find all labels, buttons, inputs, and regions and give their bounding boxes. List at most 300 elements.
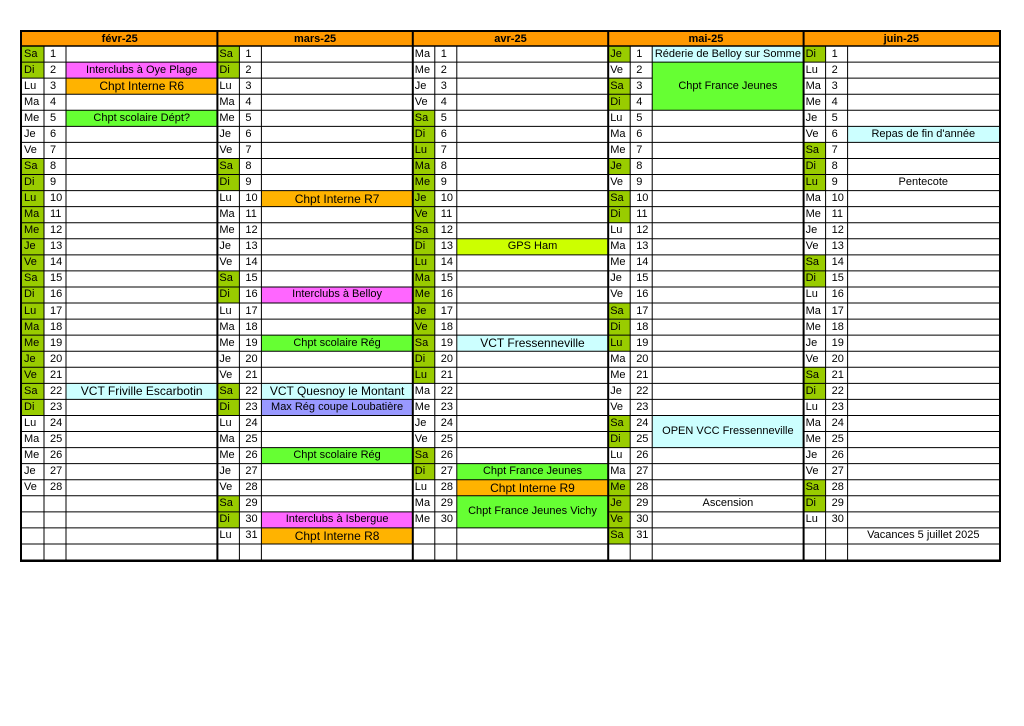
day-of-week: Ve (414, 320, 428, 333)
day-number: 22 (50, 384, 63, 397)
day-of-week: Ve (610, 513, 624, 526)
day-of-week: Ma (24, 95, 40, 108)
day-number: 8 (50, 159, 57, 172)
day-number: 18 (245, 320, 258, 333)
day-number: 6 (636, 127, 643, 140)
month-header: avr-25 (494, 32, 527, 45)
day-of-week: Je (219, 240, 232, 253)
day-of-week: Sa (219, 47, 233, 60)
day-of-week: Sa (414, 336, 429, 349)
event-label: OPEN VCC Fressenneville (662, 425, 794, 437)
day-of-week: Lu (610, 111, 623, 124)
day-number: 26 (440, 449, 454, 462)
event-label: Max Rég coupe Loubatière (271, 400, 404, 413)
day-number: 16 (245, 288, 258, 301)
day-number: 20 (636, 352, 649, 365)
day-of-week: Ve (219, 368, 233, 381)
day-number: 22 (440, 384, 454, 397)
day-number: 7 (831, 143, 838, 156)
day-number: 8 (245, 159, 252, 172)
day-number: 13 (50, 240, 63, 253)
day-of-week: Ma (414, 47, 431, 60)
day-number: 26 (245, 449, 258, 462)
day-number: 19 (440, 336, 454, 349)
event-label: Chpt Interne R9 (490, 480, 575, 495)
day-of-week: Sa (219, 272, 233, 285)
day-of-week: Di (24, 400, 35, 413)
day-number: 30 (245, 513, 258, 526)
month-header: mai-25 (688, 32, 724, 45)
day-number: 15 (440, 272, 454, 285)
day-of-week: Me (24, 111, 40, 124)
event-label: Chpt scolaire Rég (293, 449, 381, 462)
day-number: 22 (831, 384, 844, 397)
day-number: 4 (440, 95, 447, 108)
day-of-week: Di (805, 272, 816, 285)
day-of-week: Lu (805, 176, 818, 189)
day-of-week: Lu (24, 416, 37, 429)
day-number: 12 (50, 224, 63, 237)
day-number: 13 (440, 240, 454, 253)
day-of-week: Ma (610, 465, 626, 478)
day-of-week: Ve (24, 481, 37, 494)
day-number: 21 (50, 368, 63, 381)
day-of-week: Me (610, 256, 626, 269)
day-of-week: Me (805, 95, 821, 108)
day-of-week: Je (805, 336, 818, 349)
event-label: VCT Quesnoy le Montant (269, 384, 405, 399)
event-label: Vacances 5 juillet 2025 (867, 529, 980, 542)
day-number: 3 (831, 79, 838, 92)
day-of-week: Ma (219, 433, 235, 446)
day-number: 21 (245, 368, 258, 381)
day-of-week: Di (610, 433, 621, 446)
day-number: 25 (440, 433, 454, 446)
day-number: 11 (50, 208, 62, 221)
day-of-week: Je (610, 159, 622, 172)
day-of-week: Lu (414, 368, 428, 381)
day-of-week: Ma (24, 208, 40, 221)
day-of-week: Ma (24, 320, 40, 333)
day-of-week: Sa (219, 159, 233, 172)
day-number: 14 (50, 256, 63, 269)
day-of-week: Di (219, 176, 230, 189)
day-number: 1 (831, 47, 838, 60)
day-of-week: Lu (24, 304, 37, 317)
day-number: 2 (831, 63, 838, 76)
day-of-week: Me (219, 111, 235, 124)
day-of-week: Ve (414, 95, 428, 108)
day-number: 12 (636, 224, 649, 237)
day-of-week: Sa (219, 384, 233, 397)
day-number: 16 (636, 288, 649, 301)
day-number: 25 (50, 433, 63, 446)
event-label: VCT Fressenneville (480, 336, 585, 351)
day-number: 11 (245, 208, 257, 221)
month-header: juin-25 (883, 32, 920, 45)
day-number: 9 (831, 176, 838, 189)
day-number: 28 (831, 481, 844, 494)
day-of-week: Ma (219, 320, 235, 333)
day-number: 21 (440, 368, 454, 381)
day-of-week: Ve (610, 288, 624, 301)
day-of-week: Ve (219, 143, 233, 156)
day-of-week: Ma (414, 497, 431, 510)
day-of-week: Lu (219, 304, 232, 317)
event-label: Chpt scolaire Rég (293, 336, 381, 349)
event-label: VCT Friville Escarbotin (80, 384, 203, 399)
event-label: Chpt France Jeunes (482, 465, 583, 478)
day-number: 16 (440, 288, 454, 301)
day-number: 1 (245, 47, 252, 60)
day-number: 18 (636, 320, 649, 333)
day-number: 11 (831, 208, 844, 221)
day-of-week: Ve (219, 256, 233, 269)
day-number: 3 (50, 79, 57, 92)
day-number: 10 (245, 192, 258, 205)
day-number: 6 (440, 127, 447, 140)
day-number: 11 (440, 208, 453, 221)
day-number: 18 (831, 320, 844, 333)
day-number: 4 (831, 95, 838, 108)
event-label: Chpt scolaire Dépt? (93, 111, 190, 124)
day-of-week: Lu (219, 192, 232, 205)
day-of-week: Lu (219, 79, 232, 92)
day-of-week: Ma (610, 352, 626, 365)
day-number: 26 (636, 449, 649, 462)
day-number: 17 (440, 304, 454, 317)
day-of-week: Sa (24, 159, 38, 172)
event-label: Chpt Interne R7 (294, 191, 380, 206)
day-number: 15 (50, 272, 63, 285)
day-of-week: Sa (414, 449, 429, 462)
day-of-week: Me (414, 400, 431, 413)
day-of-week: Lu (805, 63, 818, 76)
day-of-week: Di (219, 63, 230, 76)
event-label: Chpt Interne R8 (294, 528, 380, 543)
day-of-week: Di (805, 47, 816, 60)
day-of-week: Lu (805, 513, 818, 526)
day-number: 10 (636, 192, 649, 205)
day-of-week: Me (805, 208, 821, 221)
day-of-week: Me (24, 336, 40, 349)
day-number: 6 (245, 127, 252, 140)
day-of-week: Ve (24, 368, 37, 381)
day-of-week: Lu (610, 449, 623, 462)
day-of-week: Je (414, 79, 427, 92)
day-of-week: Me (805, 433, 821, 446)
day-number: 17 (636, 304, 649, 317)
day-number: 10 (440, 192, 454, 205)
event-label: Interclubs à Belloy (292, 288, 383, 301)
day-number: 9 (50, 176, 57, 189)
day-of-week: Di (219, 288, 230, 301)
day-number: 18 (440, 320, 454, 333)
day-number: 27 (245, 465, 258, 478)
day-number: 7 (440, 143, 447, 156)
day-of-week: Di (24, 288, 35, 301)
day-of-week: Ma (805, 192, 821, 205)
day-number: 12 (245, 224, 258, 237)
day-number: 18 (50, 320, 63, 333)
event-label: Chpt Interne R6 (99, 79, 185, 94)
day-of-week: Di (805, 384, 816, 397)
day-of-week: Lu (414, 481, 428, 494)
day-of-week: Sa (805, 481, 820, 494)
day-of-week: Di (414, 127, 426, 140)
day-number: 24 (245, 416, 258, 429)
day-of-week: Me (24, 449, 40, 462)
day-of-week: Ve (414, 433, 428, 446)
day-number: 23 (636, 400, 649, 413)
day-of-week: Ma (805, 79, 821, 92)
day-of-week: Sa (610, 192, 624, 205)
day-of-week: Je (24, 465, 36, 478)
day-number: 13 (245, 240, 258, 253)
day-of-week: Je (219, 465, 232, 478)
day-number: 13 (831, 240, 844, 253)
day-of-week: Lu (219, 529, 232, 542)
day-of-week: Je (610, 497, 622, 510)
day-number: 8 (831, 159, 838, 172)
day-of-week: Ve (805, 127, 819, 140)
day-of-week: Di (219, 400, 230, 413)
day-number: 10 (50, 192, 63, 205)
day-of-week: Sa (805, 256, 820, 269)
day-number: 24 (636, 416, 649, 429)
day-number: 21 (831, 368, 844, 381)
day-of-week: Me (219, 224, 235, 237)
day-of-week: Sa (24, 272, 38, 285)
day-of-week: Di (805, 497, 816, 510)
day-of-week: Ma (219, 208, 235, 221)
day-of-week: Je (414, 192, 427, 205)
day-number: 2 (50, 63, 57, 76)
day-number: 2 (245, 63, 252, 76)
day-number: 9 (636, 176, 643, 189)
day-number: 20 (440, 352, 454, 365)
day-of-week: Ma (610, 127, 626, 140)
day-number: 5 (245, 111, 252, 124)
day-of-week: Sa (610, 416, 624, 429)
day-number: 8 (440, 159, 447, 172)
day-number: 29 (636, 497, 649, 510)
day-of-week: Ma (414, 159, 431, 172)
day-of-week: Ma (805, 304, 821, 317)
day-number: 1 (440, 47, 447, 60)
day-number: 4 (636, 95, 643, 108)
day-number: 1 (50, 47, 57, 60)
day-number: 14 (636, 256, 649, 269)
day-of-week: Lu (805, 400, 818, 413)
day-of-week: Ma (219, 95, 235, 108)
day-number: 31 (636, 529, 649, 542)
day-number: 2 (440, 63, 447, 76)
day-number: 15 (245, 272, 258, 285)
day-of-week: Ve (24, 256, 37, 269)
day-number: 23 (831, 400, 844, 413)
day-number: 3 (245, 79, 252, 92)
day-number: 29 (440, 497, 454, 510)
day-number: 9 (245, 176, 252, 189)
calendar-table (20, 30, 1001, 562)
day-number: 5 (50, 111, 57, 124)
day-of-week: Me (414, 63, 431, 76)
day-of-week: Sa (610, 79, 624, 92)
day-number: 7 (50, 143, 57, 156)
day-number: 25 (831, 433, 844, 446)
day-of-week: Di (414, 465, 426, 478)
day-of-week: Me (414, 513, 431, 526)
day-number: 15 (831, 272, 844, 285)
day-of-week: Ve (219, 481, 233, 494)
day-of-week: Di (805, 159, 816, 172)
day-number: 14 (440, 256, 454, 269)
day-of-week: Sa (805, 143, 820, 156)
event-label: Ascension (702, 497, 754, 510)
day-of-week: Ve (610, 176, 624, 189)
event-label: Chpt France Jeunes Vichy (468, 505, 597, 518)
day-of-week: Je (24, 127, 36, 140)
day-of-week: Je (805, 111, 818, 124)
day-of-week: Je (24, 352, 36, 365)
day-number: 21 (636, 368, 649, 381)
day-of-week: Lu (24, 192, 37, 205)
day-number: 30 (636, 513, 649, 526)
day-number: 26 (831, 449, 844, 462)
day-number: 28 (440, 481, 454, 494)
day-number: 17 (831, 304, 844, 317)
day-number: 16 (50, 288, 63, 301)
event-label: Chpt France Jeunes (678, 79, 778, 92)
day-number: 24 (440, 416, 454, 429)
day-of-week: Me (610, 481, 626, 494)
day-number: 30 (440, 513, 454, 526)
day-number: 5 (636, 111, 643, 124)
event-label: Réderie de Belloy sur Somme (654, 47, 801, 60)
day-number: 28 (50, 481, 63, 494)
day-of-week: Di (610, 95, 621, 108)
day-number: 14 (245, 256, 258, 269)
day-number: 17 (50, 304, 63, 317)
day-of-week: Ma (24, 433, 40, 446)
day-number: 16 (831, 288, 844, 301)
day-number: 24 (50, 416, 63, 429)
day-of-week: Lu (805, 288, 818, 301)
day-number: 19 (50, 336, 63, 349)
day-number: 22 (636, 384, 649, 397)
day-number: 3 (636, 79, 643, 92)
day-of-week: Je (414, 416, 427, 429)
day-number: 13 (636, 240, 649, 253)
day-of-week: Me (805, 320, 821, 333)
day-number: 11 (636, 208, 648, 221)
day-of-week: Je (219, 352, 232, 365)
day-number: 29 (245, 497, 258, 510)
day-of-week: Me (219, 336, 235, 349)
day-number: 27 (50, 465, 63, 478)
day-number: 27 (440, 465, 454, 478)
day-number: 27 (831, 465, 844, 478)
day-of-week: Ve (805, 240, 819, 253)
day-of-week: Sa (805, 368, 820, 381)
day-of-week: Di (219, 513, 230, 526)
day-of-week: Ma (414, 384, 431, 397)
day-number: 30 (831, 513, 844, 526)
day-number: 20 (831, 352, 844, 365)
day-number: 7 (636, 143, 643, 156)
day-of-week: Ma (805, 416, 821, 429)
day-of-week: Lu (610, 224, 623, 237)
day-of-week: Sa (610, 304, 624, 317)
day-of-week: Di (24, 176, 35, 189)
day-number: 15 (636, 272, 649, 285)
day-number: 3 (440, 79, 447, 92)
day-of-week: Sa (610, 529, 624, 542)
day-of-week: Di (610, 208, 621, 221)
day-number: 20 (245, 352, 258, 365)
day-number: 28 (636, 481, 649, 494)
event-label: Interclubs à Isbergue (285, 513, 389, 526)
day-of-week: Ma (610, 240, 626, 253)
day-of-week: Me (414, 288, 431, 301)
day-of-week: Sa (24, 47, 38, 60)
day-number: 12 (440, 224, 454, 237)
day-of-week: Ve (414, 208, 428, 221)
day-number: 5 (831, 111, 838, 124)
day-number: 19 (245, 336, 258, 349)
day-of-week: Je (24, 240, 36, 253)
day-number: 27 (636, 465, 649, 478)
day-of-week: Di (414, 352, 426, 365)
day-number: 22 (245, 384, 258, 397)
day-of-week: Me (610, 368, 626, 381)
day-of-week: Di (610, 320, 621, 333)
day-number: 23 (245, 400, 258, 413)
day-number: 24 (831, 416, 844, 429)
day-of-week: Lu (24, 79, 37, 92)
day-number: 5 (440, 111, 447, 124)
day-number: 19 (831, 336, 844, 349)
day-number: 8 (636, 159, 643, 172)
event-label: Interclubs à Oye Plage (86, 63, 198, 76)
day-of-week: Lu (219, 416, 232, 429)
day-number: 17 (245, 304, 258, 317)
day-of-week: Lu (610, 336, 623, 349)
day-of-week: Me (24, 224, 40, 237)
day-of-week: Je (805, 449, 818, 462)
day-number: 23 (440, 400, 454, 413)
day-number: 29 (831, 497, 844, 510)
day-of-week: Ve (24, 143, 37, 156)
day-of-week: Lu (414, 256, 428, 269)
day-number: 10 (831, 192, 844, 205)
day-number: 7 (245, 143, 252, 156)
day-of-week: Ve (610, 63, 624, 76)
event-label: Pentecote (898, 176, 949, 189)
day-of-week: Je (219, 127, 232, 140)
day-number: 9 (440, 176, 447, 189)
day-number: 1 (636, 47, 643, 60)
day-of-week: Ve (610, 400, 624, 413)
day-of-week: Sa (414, 224, 429, 237)
day-number: 12 (831, 224, 844, 237)
day-of-week: Ma (414, 272, 431, 285)
day-number: 19 (636, 336, 649, 349)
day-number: 20 (50, 352, 63, 365)
day-of-week: Je (414, 304, 427, 317)
event-label: Repas de fin d'année (871, 127, 976, 140)
